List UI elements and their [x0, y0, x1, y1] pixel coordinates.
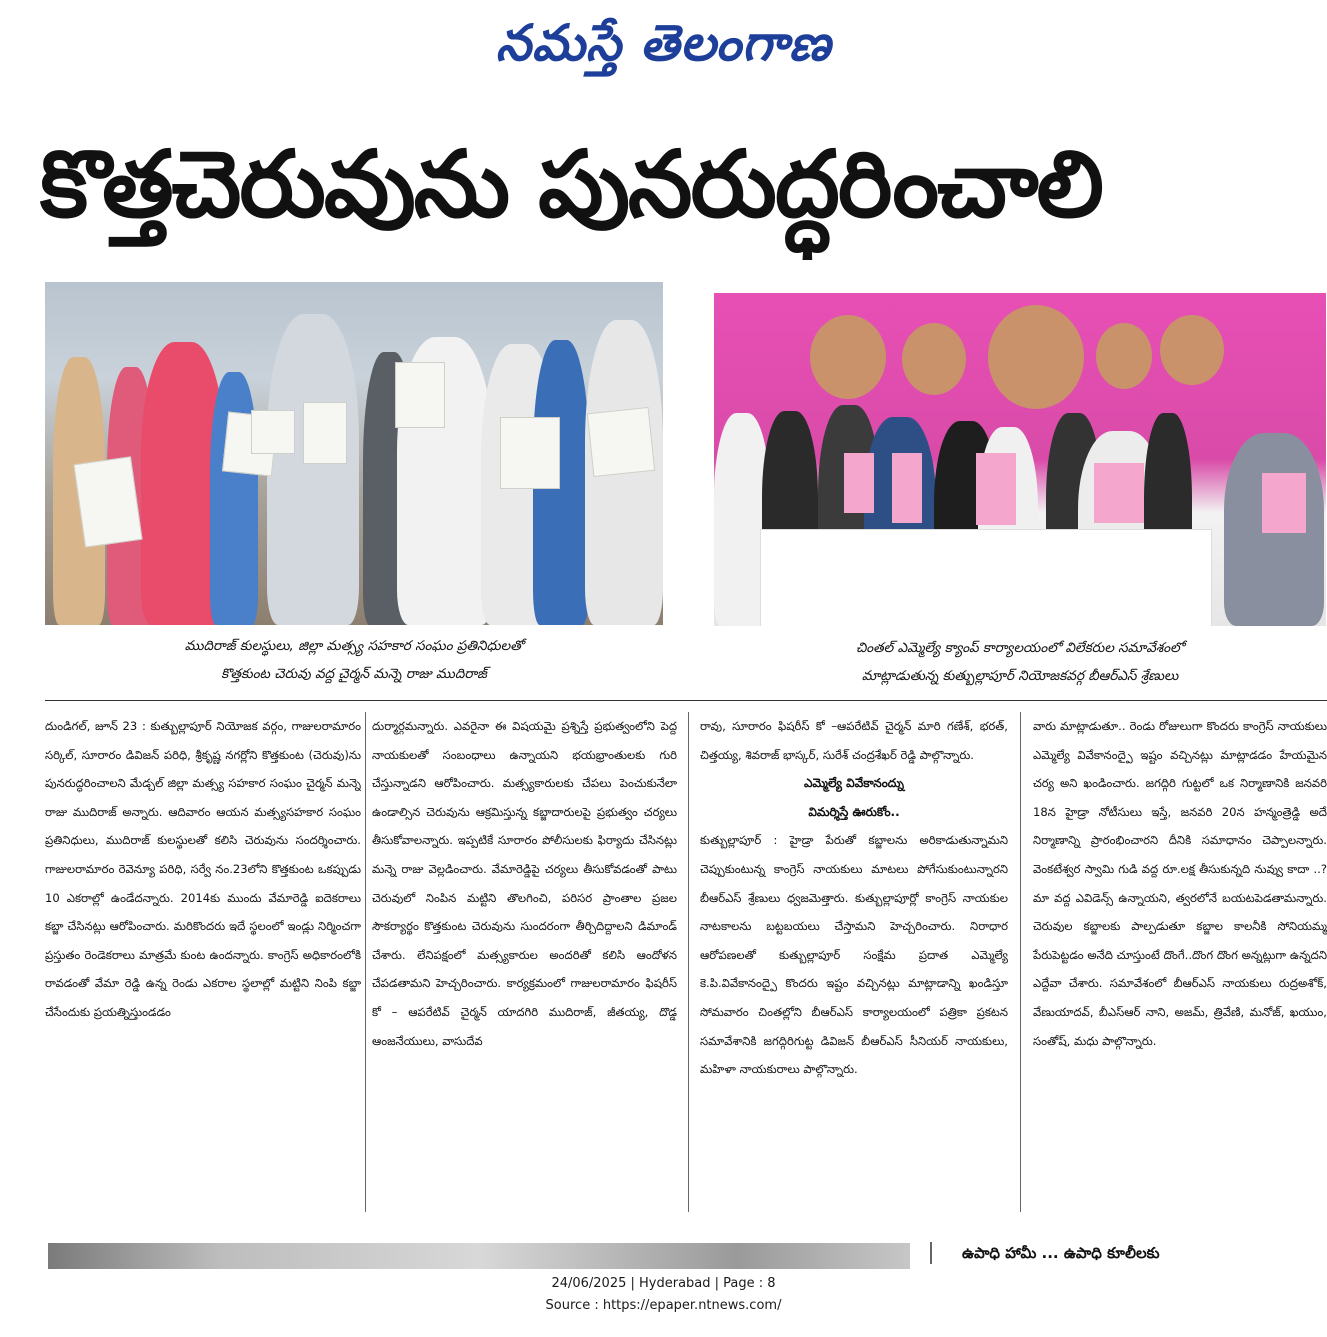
column-divider — [688, 712, 689, 1212]
document-sheet — [73, 456, 142, 547]
next-article-headline: ఉపాధి హామీ ... ఉపాధి కూలీలకు — [962, 1244, 1160, 1262]
article-text: దుండిగల్, జూన్ 23 : కుత్బుల్లాపూర్ నియోజక వర్గం, గాజులరామారం సర్కిల్, సూరారం డివిజన్ పరిధి, శ్రీకృష్ణ నగర్లోని కొత్తకుంట (చెరువు)ను పునరుద్ధరించాలని మేడ్చల్ జిల్లా మత్స్య సహకార సంఘం చైర్మన్ మన్నె రాజు ముదిరాజ్ అన్నారు. ఆదివారం ఆయన మత్స్యసహకార సంఘం ప్రతినిధులు, ముదిరాజ్ కులస్థులతో కలిసి చెరువును సందర్శించారు. గాజులరామారం రెవెన్యూ పరిధి, సర్వే నం.23లోని కొత్తకుంట ఒకప్పుడు 10 ఎకరాల్లో ఉండేదన్నారు. 2014కు ముందు వేమారెడ్డి ఐదెకరాలు కబ్జా చేసినట్లు ఆరోపించారు. మరికొందరు ఇదే స్థలంలో ఇండ్లు నిర్మించగా ప్రస్తుతం రెండెకరాలు మాత్రమే కుంట ఉందన్నారు. కాంగ్రెస్ అధికారంలోకి రావడంతో వేమా రెడ్డి ఉన్న రెండు ఎకరాల స్థలాల్లో మట్టిని నింపి కబ్జా చేసేందుకు ప్రయత్నిస్తుండడం — [45, 719, 361, 1019]
poster-portrait — [1160, 315, 1224, 385]
party-scarf — [976, 453, 1016, 525]
article-column-4 — [1033, 712, 1327, 1217]
party-scarf — [844, 453, 874, 513]
poster-portrait — [810, 315, 886, 399]
document-sheet — [303, 402, 347, 464]
subheading: విమర్శిస్తే ఊరుకోం.. — [808, 804, 900, 819]
column-divider — [930, 1242, 932, 1264]
footer-date-page: 24/06/2025 | Hyderabad | Page : 8 — [551, 1276, 776, 1291]
column-divider — [1020, 712, 1021, 1212]
poster-portrait — [988, 305, 1084, 409]
photo-press-meet — [714, 293, 1326, 626]
article-text: రావు, సూరారం ఫిషరీస్ కో –ఆపరేటివ్ చైర్మన్ మారి గణేశ్, భరత్, చిత్తయ్య, శివరాజ్ భాస్కర్, సురేశ్ చంద్రశేఖర్ రెడ్డి పాల్గొన్నారు. — [700, 719, 1008, 762]
footer-source: Source : https://epaper.ntnews.com/ — [545, 1298, 782, 1313]
column-divider — [365, 712, 366, 1212]
subheading: ఎమ్మెల్యే వివేకానంద్ను — [803, 776, 905, 791]
article-text: వారు మాట్లాడుతూ.. రెండు రోజులుగా కొందరు కాంగ్రెస్ నాయకులు ఎమ్మెల్యే వివేకానంద్పై ఇష్టం వచ్చినట్లు మాట్లాడడం హేయమైన చర్య అని ఖండించారు. జగద్గిరి గుట్టలో ఒక నిర్మాణానికి జనవరి 18న హైడ్రా నోటీసులు ఇస్తే, జనవరి 20న హన్మంత్రెడ్డి అదే నిర్మాణాన్ని ప్రారంభించారని దీనికి సమాధానం చెప్పాలన్నారు. వెంకటేశ్వర స్వామి గుడి వద్ద రూ.లక్ష తీసుకున్నది నువ్వు కాదా ..? మా వద్ద ఎవిడెన్స్ ఉన్నాయని, త్వరలోనే బయటపెడతామన్నారు. చెరువుల కబ్జాలకు పాల్పడుతూ కబ్జాల కాలనీకి సోనియమ్మ పేరుపెట్టడం అనేది చూస్తుంటే దొంగే..దొంగ దొంగ అన్నట్లుగా ఉన్నదని ఎద్దేవా చేశారు. సమావేశంలో బీఆర్ఎస్ నాయకులు రుద్రఅశోక్, వేణుయాదవ్, బీఎస్ఆర్ నాని, అజమ్, త్రివేణి, మనోజ్, ఖయుం, సంతోష్, మధు పాల్గొన్నారు. — [1033, 719, 1327, 1048]
photo-lake-visit — [45, 282, 663, 625]
article-text: దుర్మార్గమన్నారు. ఎవరైనా ఈ విషయమై ప్రశ్నిస్తే ప్రభుత్వంలోని పెద్ద నాయకులతో సంబంధాలు ఉన్నాయని భయభ్రాంతులకు గురి చేస్తున్నాడని ఆరోపించారు. మత్స్యకారులకు చేపలు పెంచుకునేలా ఉండాల్సిన చెరువును ఆక్రమిస్తున్న కబ్జాదారులపై ప్రభుత్వం చర్యలు తీసుకోవాలన్నారు. ఇప్పటికే సూరారం పోలీసులకు ఫిర్యాదు చేసినట్లు మన్నె రాజు వెల్లడించారు. వేమారెడ్డిపై చర్యలు తీసుకోవడంతో పాటు చెరువులో నింపిన మట్టిని తొలగించి, పరిసర ప్రాంతాల ప్రజల సౌకర్యార్థం కొత్తకుంట చెరువును సుందరంగా తీర్చిదిద్దాలని డిమాండ్ చేశారు. లేనిపక్షంలో మత్స్యకారుల అందరితో కలిసి ఆందోళన చేపడతామని హెచ్చరించారు. కార్యక్రమంలో గాజులరామారం ఫిషరీస్ కో – ఆపరేటివ్ చైర్మన్ యాదగిరి ముదిరాజ్, జీతయ్య, దొడ్డ ఆంజనేయులు, వాసుదేవ — [372, 719, 677, 1048]
next-article-photo-strip — [48, 1243, 910, 1269]
article-column-1 — [45, 712, 361, 1217]
article-column-2 — [372, 712, 677, 1217]
person-figure — [267, 314, 359, 625]
document-sheet — [500, 417, 560, 489]
document-sheet — [251, 410, 295, 454]
poster-portrait — [902, 323, 966, 395]
party-scarf — [1262, 473, 1306, 533]
caption-line: మాట్లాడుతున్న కుత్బుల్లాపూర్ నియోజకవర్గ బీఆర్ఎస్ శ్రేణులు — [861, 668, 1179, 684]
article-text: కుత్బుల్లాపూర్ : హైడ్రా పేరుతో కబ్జాలను అరికాడుతున్నామని చెప్పుకుంటున్న కాంగ్రెస్ నాయకులు మాటలు పోగేసుకుంటున్నారని బీఆర్ఎస్ శ్రేణులు ధ్వజమెత్తారు. కుత్బుల్లాపూర్లో కాంగ్రెస్ నాయకుల నాటకాలను బట్టబయలు చేస్తామని హెచ్చరించారు. నిరాధార ఆరోపణలతో కుత్బుల్లాపూర్ సంక్షేమ ప్రదాత ఎమ్మెల్యే కె.పి.వివేకానంద్పై కొందరు ఇష్టం వచ్చినట్లు మాట్లాడాన్ని ఖండిస్తూ సోమవారం చింతల్లోని బీఆర్ఎస్ కార్యాలయంలో పత్రికా ప్రకటన సమావేశానికి జగద్గిరిగుట్ట డివిజన్ బీఆర్ఎస్ సీనియర్ నాయకులు, మహిళా నాయకురాలు పాల్గొన్నారు. — [700, 833, 1008, 1077]
poster-portrait — [1096, 323, 1152, 389]
photo-caption-left — [45, 632, 663, 688]
caption-line: కొత్తకుంట చెరువు వద్ద చైర్మన్ మన్నె రాజు ముదిరాజ్ — [221, 666, 487, 682]
article-column-3 — [700, 712, 1008, 1217]
press-table — [760, 529, 1212, 626]
party-scarf — [1094, 463, 1144, 523]
masthead-logo: నమస్తే తెలంగాణ — [495, 14, 832, 72]
document-sheet — [587, 407, 655, 477]
section-rule — [45, 700, 1327, 701]
photo-caption-right — [714, 634, 1326, 690]
headline: కొత్తచెరువును పునరుద్ధరించాలి — [40, 131, 1102, 238]
caption-line: ముదిరాజ్ కులస్థులు, జిల్లా మత్స్య సహకార సంఘం ప్రతినిధులతో — [184, 638, 524, 654]
party-scarf — [892, 453, 922, 523]
document-sheet — [395, 362, 445, 428]
caption-line: చింతల్ ఎమ్మెల్యే క్యాంప్ కార్యాలయంలో విలేకరుల సమావేశంలో — [855, 640, 1185, 656]
